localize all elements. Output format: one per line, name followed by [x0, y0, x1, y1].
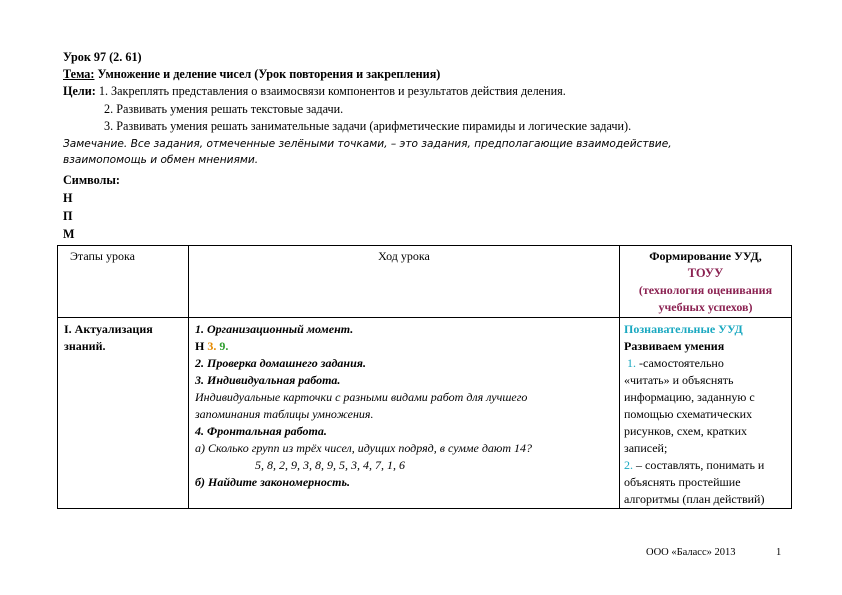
goal-2: 2. Развивать умения решать текстовые задачи. — [104, 102, 344, 116]
goals-label: Цели: — [63, 84, 96, 98]
page-number: 1 — [776, 547, 782, 558]
header-touu-desc-1: (технология оценивания — [638, 283, 773, 297]
skill-1-text-a: -самостоятельно — [636, 356, 724, 370]
symbol-p: П — [63, 209, 73, 223]
skill-2-text-a: – составлять, понимать и — [633, 458, 765, 472]
skill-2-line-a — [624, 457, 787, 474]
uud-type: Познавательные УУД — [624, 322, 743, 336]
skill-1-line-b: «читать» и объяснять — [624, 373, 734, 387]
topic-text: Умножение и деление чисел (Урок повторения и закрепления) — [94, 67, 441, 81]
skill-1-line-e: рисунков, схем, кратких — [624, 424, 748, 438]
question-a: а) Сколько групп из трёх чисел, идущих подряд, в сумме дают 14? — [195, 441, 533, 455]
skill-2-line-c: алгоритмы (план действий) — [624, 492, 765, 506]
uud-content — [620, 318, 791, 508]
lesson-number: Урок 97 (2. 61) — [63, 50, 142, 64]
stage-text — [58, 318, 188, 355]
question-b: б) Найдите закономерность. — [195, 475, 350, 489]
goal-1-text: 1. Закреплять представления о взаимосвязи компонентов и результатов действия деления. — [95, 84, 566, 98]
individual-desc-1: Индивидуальные карточки с разными видами работ для лучшего — [195, 390, 528, 404]
individual-desc-2: запоминания таблицы умножения. — [195, 407, 374, 421]
symbol-n: Н — [63, 191, 73, 205]
step-individual: 3. Индивидуальная работа. — [195, 373, 341, 387]
skill-1-line-a — [624, 355, 787, 372]
header-uud-cell — [620, 246, 792, 318]
develop-label: Развиваем умения — [624, 339, 725, 353]
skill-1-number: 1. — [627, 356, 636, 370]
uud-cell — [620, 318, 792, 509]
n-number-green: 9. — [219, 339, 229, 353]
stage-line-2: знаний. — [64, 339, 106, 353]
skill-2-number: 2. — [624, 458, 633, 472]
symbols-title: Символы: — [63, 173, 120, 187]
footer-company: ООО «Баласс» 2013 — [646, 547, 736, 558]
number-sequence: 5, 8, 2, 9, 3, 8, 9, 5, 3, 4, 7, 1, 6 — [255, 458, 405, 472]
skill-1-line-d: помощью схематических — [624, 407, 753, 421]
header-course: Ход урока — [378, 249, 430, 263]
header-course-cell — [189, 246, 620, 318]
goal-3: 3. Развивать умения решать занимательные задачи (арифметические пирамиды и логические задачи). — [104, 119, 632, 133]
course-content — [189, 318, 619, 491]
symbol-m: М — [63, 227, 75, 241]
step-organizational: 1. Организационный момент. — [195, 322, 354, 336]
skill-2-line-b: объяснять простейшие — [624, 475, 741, 489]
note-line-1: Замечание. Все задания, отмеченные зелёными точками, – это задания, предполагающие взаимодействие, — [63, 138, 672, 150]
n-marker-line — [195, 338, 619, 355]
header-stages-cell — [58, 246, 189, 318]
topic-label: Тема: — [63, 67, 95, 81]
header-uud: Формирование УУД, — [649, 249, 762, 263]
lesson-topic — [63, 66, 440, 83]
step-homework: 2. Проверка домашнего задания. — [195, 356, 366, 370]
stage-line-1: I. Актуализация — [64, 322, 153, 336]
table-row — [58, 318, 792, 509]
stage-cell — [58, 318, 189, 509]
note-line-2: взаимопомощь и обмен мнениями. — [63, 154, 259, 166]
header-stages: Этапы урока — [70, 249, 135, 263]
table-header-row — [58, 246, 792, 318]
n-number-orange: 3. — [207, 339, 217, 353]
course-cell — [189, 318, 620, 509]
lesson-table — [57, 245, 792, 509]
goal-1 — [63, 83, 566, 100]
header-touu: ТОУУ — [687, 266, 724, 280]
skill-1-line-f: записей; — [624, 441, 668, 455]
header-touu-desc-2: учебных успехов) — [658, 300, 753, 314]
step-frontal: 4. Фронтальная работа. — [195, 424, 327, 438]
skill-1-line-c: информацию, заданную с — [624, 390, 755, 404]
n-label: Н — [195, 339, 205, 353]
